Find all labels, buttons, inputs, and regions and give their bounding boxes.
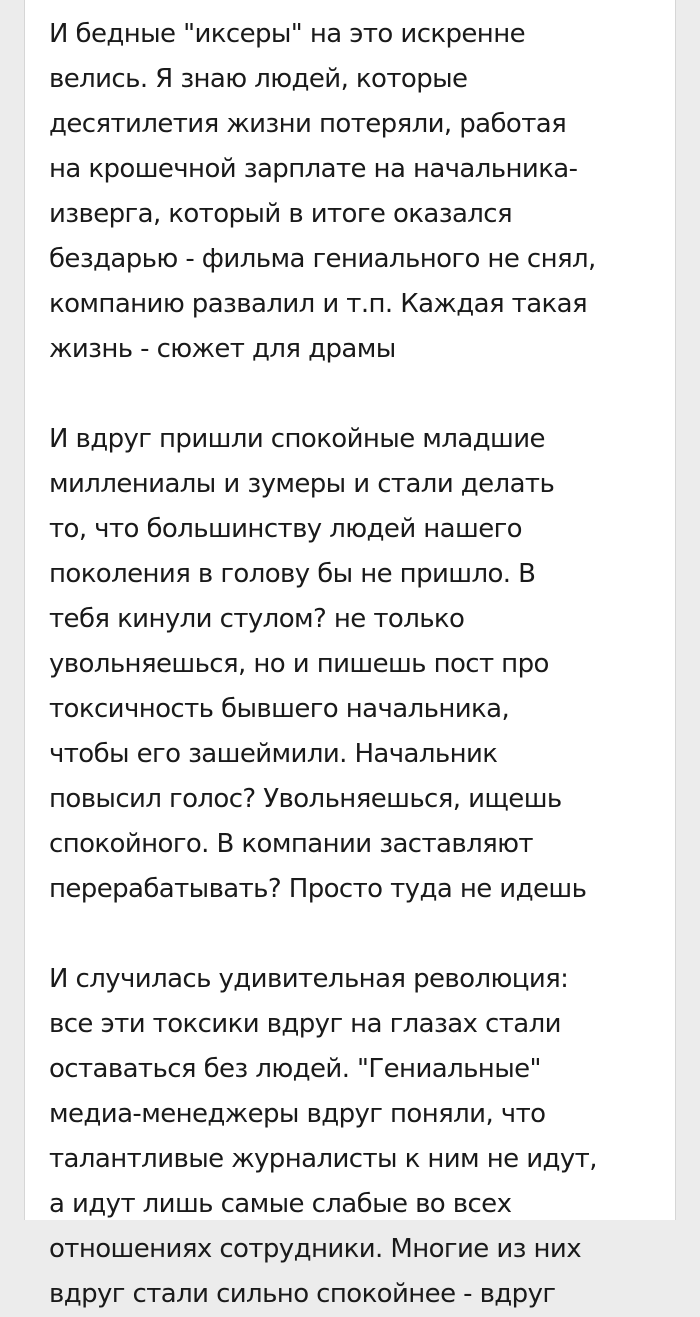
text-line: компанию развалил и т.п. Каждая такая [49,289,588,319]
text-line: изверга, который в итоге оказался [49,199,513,229]
post-body [49,12,669,1317]
text-line: талантливые журналисты к ним не идут, [49,1144,597,1174]
text-line: все эти токсики вдруг на глазах стали [49,1009,561,1039]
paragraph-2 [49,417,669,912]
text-line: то, что большинству людей нашего [49,514,522,544]
text-line: повысил голос? Увольняешься, ищешь [49,784,562,814]
text-line: десятилетия жизни потеряли, работая [49,109,567,139]
text-line: спокойного. В компании заставляют [49,829,533,859]
text-line: велись. Я знаю людей, которые [49,64,468,94]
paragraph-gap [49,912,669,957]
text-line: миллениалы и зумеры и стали делать [49,469,555,499]
text-line: И вдруг пришли спокойные младшие [49,424,545,454]
text-line: жизнь - сюжет для драмы [49,334,396,364]
text-line: чтобы его зашеймили. Начальник [49,739,498,769]
text-line: токсичность бывшего начальника, [49,694,510,724]
paragraph-gap [49,372,669,417]
text-line: оставаться без людей. "Гениальные" [49,1054,541,1084]
paragraph-3 [49,957,669,1317]
text-line: перерабатывать? Просто туда не идешь [49,874,587,904]
text-line: отношениях сотрудники. Многие из них [49,1234,582,1264]
text-line: И случилась удивительная революция: [49,964,569,994]
text-line: медиа-менеджеры вдруг поняли, что [49,1099,546,1129]
text-line: увольняешься, но и пишешь пост про [49,649,549,679]
text-line: поколения в голову бы не пришло. В [49,559,536,589]
text-line: а идут лишь самые слабые во всех [49,1189,512,1219]
paragraph-1 [49,12,669,372]
post-card [24,0,676,1309]
text-line: И бедные "иксеры" на это искренне [49,19,525,49]
text-line: тебя кинули стулом? не только [49,604,465,634]
text-line: вдруг стали сильно спокойнее - вдруг [49,1279,556,1309]
text-line: бездарью - фильма гениального не снял, [49,244,596,274]
text-line: на крошечной зарплате на начальника- [49,154,578,184]
